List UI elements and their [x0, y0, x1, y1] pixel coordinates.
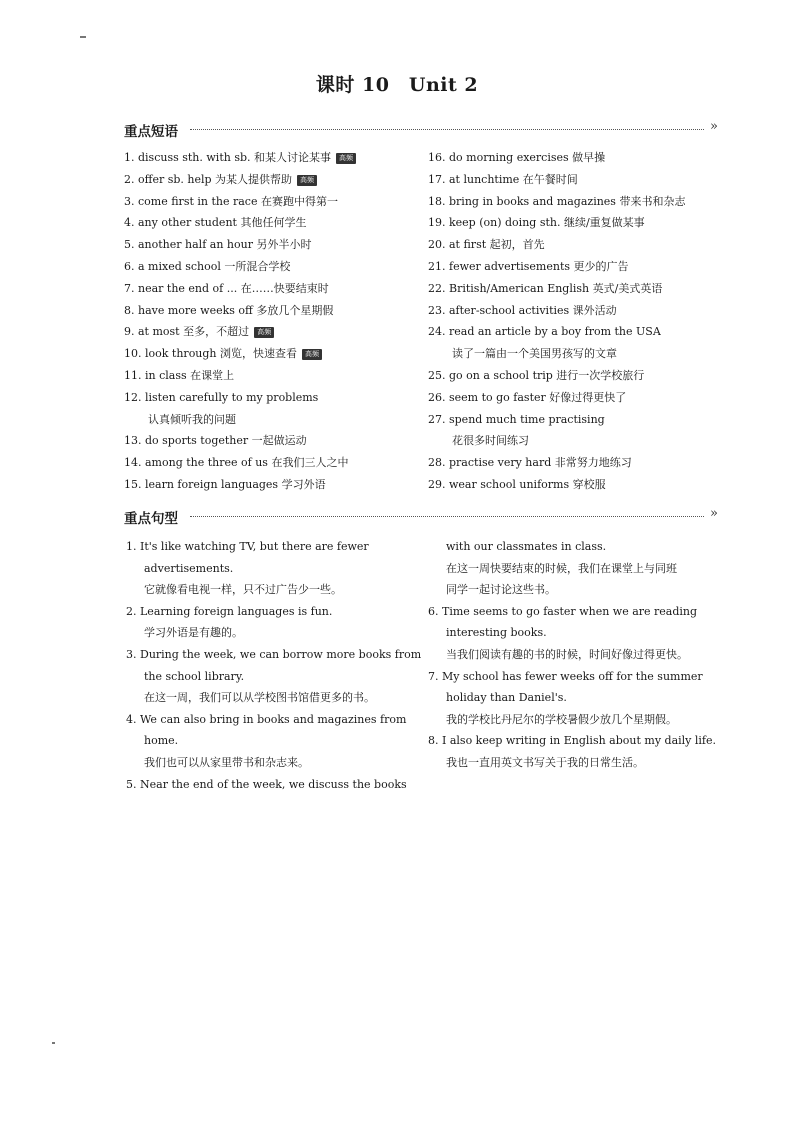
sentence-english: It's like watching TV, but there are fewer — [140, 540, 369, 553]
phrase-text: at most 至多，不超过 — [138, 325, 250, 339]
sentence-english: During the week, we can borrow more books from — [140, 647, 422, 661]
sentence-english: Learning foreign languages is fun. — [140, 604, 333, 618]
phrase-translation-line — [124, 409, 414, 431]
item-number: 19. — [428, 216, 446, 230]
item-number: 15. — [124, 477, 142, 491]
phrase-text: in class 在课堂上 — [145, 368, 235, 382]
item-number: 20. — [428, 238, 446, 252]
sentence-line — [428, 644, 714, 666]
phrase-text: 花很多时间练习 — [452, 434, 529, 448]
phrase-text: come first in the race 在赛跑中得第一 — [138, 194, 338, 208]
item-number: 29. — [428, 477, 446, 491]
item-number: 25. — [428, 368, 446, 382]
phrase-text: offer sb. help 为某人提供帮助 — [138, 172, 293, 186]
sentence-line — [126, 579, 415, 601]
item-number: 11. — [124, 368, 142, 382]
item-number: 5. — [126, 777, 137, 791]
item-number: 21. — [428, 259, 446, 273]
sentence-line — [428, 752, 714, 774]
phrase-text: at lunchtime 在午餐时间 — [449, 172, 578, 186]
phrase-item — [428, 387, 718, 409]
phrase-item — [124, 147, 414, 169]
phrase-item — [428, 212, 718, 234]
phrases-right-column — [428, 147, 718, 496]
phrase-text: read an article by a boy from the USA — [449, 325, 661, 339]
phrase-text: at first 起初，首先 — [449, 238, 545, 252]
scan-speck — [80, 36, 86, 38]
phrase-text: listen carefully to my problems — [145, 390, 319, 404]
dotted-leader — [190, 129, 704, 130]
phrase-text: 读了一篇由一个美国男孩写的文章 — [452, 347, 617, 361]
phrases-heading: 重点短语 — [124, 120, 182, 140]
phrase-item — [124, 234, 414, 256]
phrase-text: British/American English 英式/美式英语 — [449, 281, 663, 295]
item-number: 22. — [428, 281, 446, 295]
sentence-line — [428, 622, 714, 644]
sentence-chinese: 我的学校比丹尼尔的学校暑假少放几个星期假。 — [446, 712, 677, 726]
sentence-item — [428, 730, 717, 752]
page-title: 课时 10 Unit 2 — [315, 74, 479, 96]
item-number: 16. — [428, 151, 446, 164]
phrase-item — [124, 169, 414, 191]
phrase-item — [428, 474, 718, 496]
sentence-chinese: 同学一起讨论这些书。 — [446, 583, 556, 597]
item-number: 3. — [126, 647, 137, 661]
item-number: 7. — [124, 281, 135, 295]
phrase-item — [124, 474, 414, 496]
item-number: 2. — [124, 172, 135, 186]
phrase-item — [124, 387, 414, 409]
sentence-english: home. — [144, 734, 179, 748]
item-number: 1. — [124, 151, 135, 164]
frequency-tag: 高频 — [302, 349, 322, 360]
phrase-text: fewer advertisements 更少的广告 — [449, 259, 629, 273]
phrase-text: discuss sth. with sb. 和某人讨论某事 — [138, 151, 331, 164]
phrase-text: do morning exercises 做早操 — [449, 151, 606, 164]
double-chevron-right-icon: » — [710, 119, 718, 134]
phrase-item — [124, 278, 414, 300]
sentence-chinese: 在这一周快要结束的时候，我们在课堂上与同班 — [446, 561, 677, 575]
sentence-item — [126, 774, 415, 796]
sentences-left-column — [126, 536, 422, 795]
phrase-text: among the three of us 在我们三人之中 — [145, 456, 349, 470]
phrase-item — [124, 452, 414, 474]
phrase-text: a mixed school 一所混合学校 — [138, 259, 291, 273]
sentence-line — [428, 558, 714, 580]
double-chevron-right-icon: » — [710, 506, 718, 521]
phrase-text: bring in books and magazines 带来书和杂志 — [449, 194, 686, 208]
item-number: 7. — [428, 669, 439, 683]
item-number: 10. — [124, 347, 142, 361]
frequency-tag: 高频 — [254, 327, 274, 338]
phrase-text: learn foreign languages 学习外语 — [145, 477, 326, 491]
phrase-translation-line — [428, 430, 718, 452]
phrase-text: any other student 其他任何学生 — [138, 216, 307, 230]
phrase-translation-line — [428, 343, 718, 365]
sentence-english: I also keep writing in English about my daily life. — [442, 734, 717, 748]
item-number: 5. — [124, 238, 135, 252]
sentence-item — [428, 601, 714, 623]
phrase-text: look through 浏览，快速查看 — [145, 347, 298, 361]
phrase-item — [428, 169, 718, 191]
sentences-right-column — [428, 536, 717, 774]
item-number: 14. — [124, 456, 142, 470]
sentence-item — [126, 601, 415, 623]
sentences-section-header — [124, 507, 718, 527]
phrase-text: near the end of ... 在……快要结束时 — [138, 281, 329, 295]
item-number: 2. — [126, 604, 137, 618]
sentence-english: My school has fewer weeks off for the summer — [442, 669, 703, 683]
phrase-text: go on a school trip 进行一次学校旅行 — [449, 368, 645, 382]
phrase-text: wear school uniforms 穿校服 — [449, 477, 606, 491]
sentence-line — [428, 536, 714, 558]
sentences-heading: 重点句型 — [124, 507, 182, 527]
item-number: 1. — [126, 540, 137, 553]
sentence-item — [126, 536, 415, 558]
phrase-item — [428, 365, 718, 387]
item-number: 26. — [428, 390, 446, 404]
sentence-line — [126, 687, 415, 709]
phrase-item — [428, 321, 718, 343]
sentence-item — [428, 666, 714, 688]
sentence-english: Time seems to go faster when we are reading — [442, 604, 698, 618]
item-number: 8. — [124, 303, 135, 317]
item-number: 27. — [428, 412, 446, 426]
phrases-left-column — [124, 147, 414, 496]
item-number: 4. — [126, 712, 137, 726]
phrase-item — [124, 365, 414, 387]
phrase-item — [428, 256, 718, 278]
phrase-item — [124, 256, 414, 278]
sentence-english: holiday than Daniel's. — [446, 691, 567, 705]
sentence-line — [126, 622, 415, 644]
item-number: 28. — [428, 456, 446, 470]
sentence-chinese: 它就像看电视一样，只不过广告少一些。 — [144, 583, 342, 597]
phrase-item — [428, 300, 718, 322]
phrase-item — [428, 452, 718, 474]
sentence-english: advertisements. — [144, 561, 234, 575]
phrase-item — [428, 409, 718, 431]
sentence-line — [428, 687, 714, 709]
sentence-english: with our classmates in class. — [446, 540, 607, 553]
sentence-chinese: 我们也可以从家里带书和杂志来。 — [144, 755, 309, 769]
phrase-item — [428, 147, 718, 169]
phrase-item — [428, 234, 718, 256]
phrase-item — [428, 191, 718, 213]
phrase-text: do sports together 一起做运动 — [145, 434, 307, 448]
sentence-english: Near the end of the week, we discuss the books — [140, 777, 407, 791]
phrase-text: after-school activities 课外活动 — [449, 303, 617, 317]
item-number: 12. — [124, 390, 142, 404]
phrase-text: another half an hour 另外半小时 — [138, 238, 312, 252]
phrase-item — [124, 430, 414, 452]
phrase-item — [124, 321, 414, 343]
phrase-text: have more weeks off 多放几个星期假 — [138, 303, 334, 317]
phrase-item — [428, 278, 718, 300]
sentence-line — [126, 730, 415, 752]
frequency-tag: 高频 — [336, 153, 356, 164]
sentence-english: We can also bring in books and magazines from — [140, 712, 407, 726]
phrase-text: 认真倾听我的问题 — [148, 412, 236, 426]
item-number: 24. — [428, 325, 446, 339]
sentence-line — [126, 558, 415, 580]
scan-speck — [52, 1042, 55, 1044]
item-number: 3. — [124, 194, 135, 208]
phrase-item — [124, 343, 414, 365]
item-number: 4. — [124, 216, 135, 230]
sentence-chinese: 在这一周，我们可以从学校图书馆借更多的书。 — [144, 691, 375, 705]
frequency-tag: 高频 — [297, 175, 317, 186]
phrase-item — [124, 300, 414, 322]
phrase-text: seem to go faster 好像过得更快了 — [449, 390, 627, 404]
item-number: 18. — [428, 194, 446, 208]
sentence-item — [126, 644, 422, 666]
phrase-item — [124, 191, 414, 213]
item-number: 9. — [124, 325, 135, 339]
item-number: 6. — [124, 259, 135, 273]
item-number: 13. — [124, 434, 142, 448]
item-number: 8. — [428, 734, 439, 748]
phrase-text: keep (on) doing sth. 继续/重复做某事 — [449, 216, 645, 230]
phrases-section-header — [124, 120, 718, 140]
sentence-item — [126, 709, 415, 731]
sentence-line — [428, 709, 714, 731]
dotted-leader — [190, 516, 704, 517]
item-number: 6. — [428, 604, 439, 618]
sentence-english: interesting books. — [446, 626, 547, 640]
sentence-chinese: 我也一直用英文书写关于我的日常生活。 — [446, 755, 644, 769]
sentence-line — [126, 666, 415, 688]
sentence-line — [428, 579, 714, 601]
phrase-text: spend much time practising — [449, 412, 605, 426]
phrase-text: practise very hard 非常努力地练习 — [449, 456, 632, 470]
phrase-item — [124, 212, 414, 234]
sentence-english: the school library. — [144, 669, 245, 683]
sentence-line — [126, 752, 415, 774]
sentence-chinese: 当我们阅读有趣的书的时候，时间好像过得更快。 — [446, 647, 688, 661]
sentence-chinese: 学习外语是有趣的。 — [144, 626, 243, 640]
item-number: 23. — [428, 303, 446, 317]
item-number: 17. — [428, 172, 446, 186]
